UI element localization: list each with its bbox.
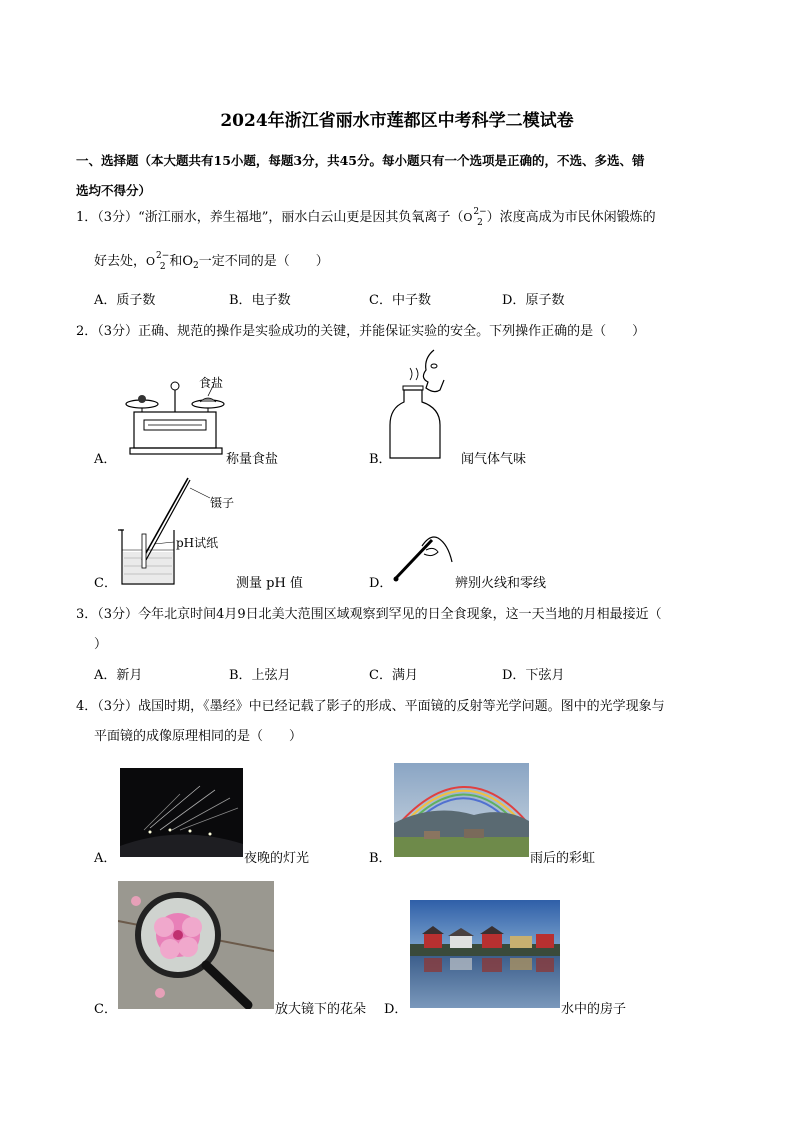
label-ph-paper: pH试纸 <box>176 536 219 550</box>
option-a[interactable]: A． <box>94 452 117 467</box>
label-tweezers: 镊子 <box>210 496 235 510</box>
option-c[interactable]: C． <box>94 1002 117 1017</box>
option-b[interactable]: B．上弦月 <box>229 668 291 683</box>
option-c[interactable]: C．满月 <box>369 668 418 683</box>
test-pen-illustration <box>392 532 454 584</box>
label-salt: 食盐 <box>199 376 224 390</box>
oxygen-ion-formula: O <box>463 211 473 224</box>
option-c[interactable]: C． <box>94 576 117 591</box>
section-heading-line2: 选均不得分） <box>76 183 152 198</box>
section-heading <box>76 146 726 206</box>
question-text-cont: ）浓度高成为市民休闲锻炼的 <box>486 210 656 225</box>
option-d[interactable]: D． <box>369 576 393 591</box>
smelling-gas-illustration <box>390 350 460 465</box>
option-d[interactable]: D． <box>384 1002 408 1017</box>
option-d[interactable]: D．下弦月 <box>502 668 565 683</box>
question-4: 4．（3分）战国时期，《墨经》中已经记载了影子的形成、平面镜的反射等光学问题。图中的光学现象与 <box>76 699 665 714</box>
magnifier-flower-photo <box>118 881 274 1009</box>
option-caption: 夜晚的灯光 <box>244 851 310 866</box>
option-b[interactable]: B．电子数 <box>229 293 291 308</box>
night-lights-photo <box>120 768 243 857</box>
question-4-line2: 平面镜的成像原理相同的是（ ） <box>94 729 303 744</box>
ion-subscript: 2 <box>477 217 483 228</box>
question-3-line2: ） <box>94 637 108 652</box>
ph-test-illustration <box>118 474 238 586</box>
question-1 <box>76 206 656 229</box>
question-number: 1． <box>76 210 98 225</box>
rainbow-photo <box>394 763 529 857</box>
section-heading-line1: 一、选择题（本大题共有15小题，每题3分，共45分。每小题只有一个选项是正确的，不选、多选、错 <box>76 153 645 168</box>
option-caption: 测量 pH 值 <box>236 576 303 591</box>
question-text: “浙江丽水，养生福地”，丽水白云山更是因其负氧离子（ <box>138 210 464 225</box>
option-d[interactable]: D．原子数 <box>502 293 565 308</box>
ion-charge: 2− <box>473 206 487 217</box>
question-3: 3．（3分）今年北京时间4月9日北美大范围区域观察到罕见的日全食现象，这一天当地的月相最接近（ <box>76 607 662 622</box>
option-a[interactable]: A．新月 <box>94 668 143 683</box>
option-c[interactable]: C．中子数 <box>369 293 431 308</box>
option-caption: 闻气体气味 <box>461 452 527 467</box>
house-reflection-photo <box>410 900 560 1008</box>
option-a[interactable]: A．质子数 <box>94 293 156 308</box>
option-caption: 辨别火线和零线 <box>455 576 547 591</box>
option-b[interactable]: B． <box>369 851 392 866</box>
option-caption: 称量食盐 <box>226 452 279 467</box>
question-score: （3分） <box>97 210 139 225</box>
option-caption: 雨后的彩虹 <box>530 851 596 866</box>
option-b[interactable]: B． <box>369 452 392 467</box>
question-2: 2．（3分）正确、规范的操作是实验成功的关键，并能保证实验的安全。下列操作正确的是（ ） <box>76 324 646 339</box>
question-1-line2: 好去处，O 2− 2 和$O_2$一定不同的是（ ） <box>94 250 329 272</box>
page-title: 2024年浙江省丽水市莲都区中考科学二模试卷 <box>220 111 574 131</box>
option-caption: 放大镜下的花朵 <box>275 1002 367 1017</box>
option-caption: 水中的房子 <box>561 1002 627 1017</box>
option-a[interactable]: A． <box>94 851 117 866</box>
